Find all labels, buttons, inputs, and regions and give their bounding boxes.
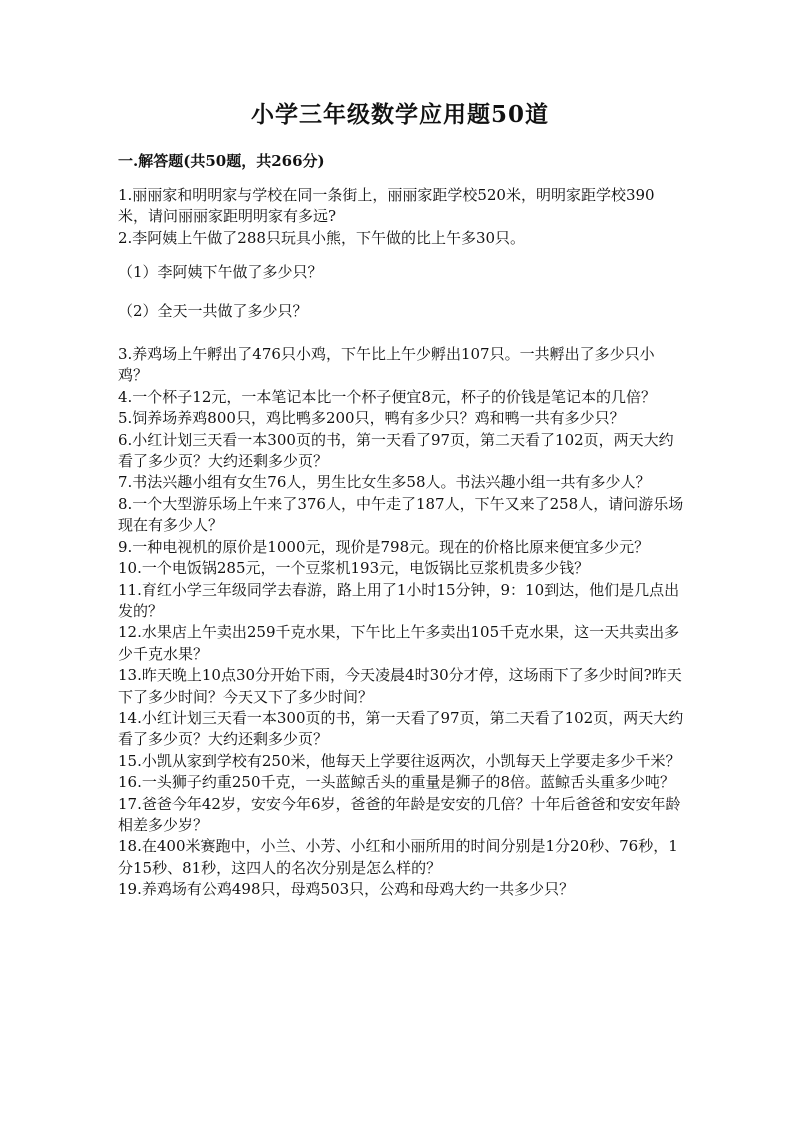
question-9: 9.一种电视机的原价是1000元，现价是798元。现在的价格比原来便宜多少元？ [118, 537, 650, 556]
question-17: 17.爸爸今年42岁，安安今年6岁，爸爸的年龄是安安的几倍？十年后爸爸和安安年龄相差多少岁？ [118, 794, 681, 834]
question-6: 6.小红计划三天看一本300页的书，第一天看了97页，第二天看了102页，两天大约看了多少页？大约还剩多少页？ [118, 430, 674, 471]
question-list [118, 185, 684, 901]
question-1: 1.丽丽家和明明家与学校在同一条街上，丽丽家距学校520米，明明家距学校390米，请问丽丽家距明明家有多远? [118, 186, 655, 226]
question-4: 4.一个杯子12元，一本笔记本比一个杯子便宜8元，杯子的价钱是笔记本的几倍？ [118, 387, 656, 406]
sub-question-2: （2）全天一共做了多少只？ [118, 301, 308, 320]
question-10: 10.一个电饭锅285元，一个豆浆机193元，电饭锅比豆浆机贵多少钱？ [118, 559, 590, 578]
question-7: 7.书法兴趣小组有女生76人，男生比女生多58人。书法兴趣小组一共有多少人？ [118, 473, 651, 492]
question-8: 8.一个大型游乐场上午来了376人，中午走了187人，下午又来了258人，请问游乐场现在有多少人？ [118, 494, 684, 535]
question-15: 15.小凯从家到学校有250米，他每天上学要往返两次，小凯每天上学要走多少千米？ [118, 751, 681, 770]
question-3: 3.养鸡场上午孵出了476只小鸡，下午比上午少孵出107只。一共孵出了多少只小鸡？ [118, 345, 655, 385]
question-2: 2.李阿姨上午做了288只玩具小熊，下午做的比上午多30只。 [118, 228, 526, 247]
question-19: 19.养鸡场有公鸡498只，母鸡503只，公鸡和母鸡大约一共多少只？ [118, 880, 575, 899]
question-14: 14.小红计划三天看一本300页的书，第一天看了97页，第二天看了102页，两天大约看了多少页？大约还剩多少页？ [118, 708, 684, 749]
question-5: 5.饲养场养鸡800只，鸡比鸭多200只，鸭有多少只？鸡和鸭一共有多少只？ [118, 409, 625, 428]
question-12: 12.水果店上午卖出259千克水果，下午比上午多卖出105千克水果，这一天共卖出多少千克水果？ [118, 623, 680, 663]
document-title: 小学三年级数学应用题50道 [250, 101, 549, 128]
question-13: 13.昨天晚上10点30分开始下雨，今天凌晨4时30分才停，这场雨下了多少时间?昨天下了多少时间？今天又下了多少时间？ [118, 666, 682, 706]
sub-question-1: （1）李阿姨下午做了多少只？ [118, 263, 323, 282]
question-18: 18.在400米赛跑中，小兰、小芳、小红和小丽所用的时间分别是1分20秒、76秒，1分15秒、81秒，这四人的名次分别是怎么样的？ [118, 837, 678, 877]
section-heading: 一.解答题(共50题，共266分) [118, 152, 325, 170]
question-16: 16.一头狮子约重250千克，一头蓝鲸舌头的重量是狮子的8倍。蓝鲸舌头重多少吨？ [118, 773, 676, 792]
question-11: 11.育红小学三年级同学去春游，路上用了1小时15分钟，9：10到达，他们是几点出发的？ [118, 580, 680, 620]
